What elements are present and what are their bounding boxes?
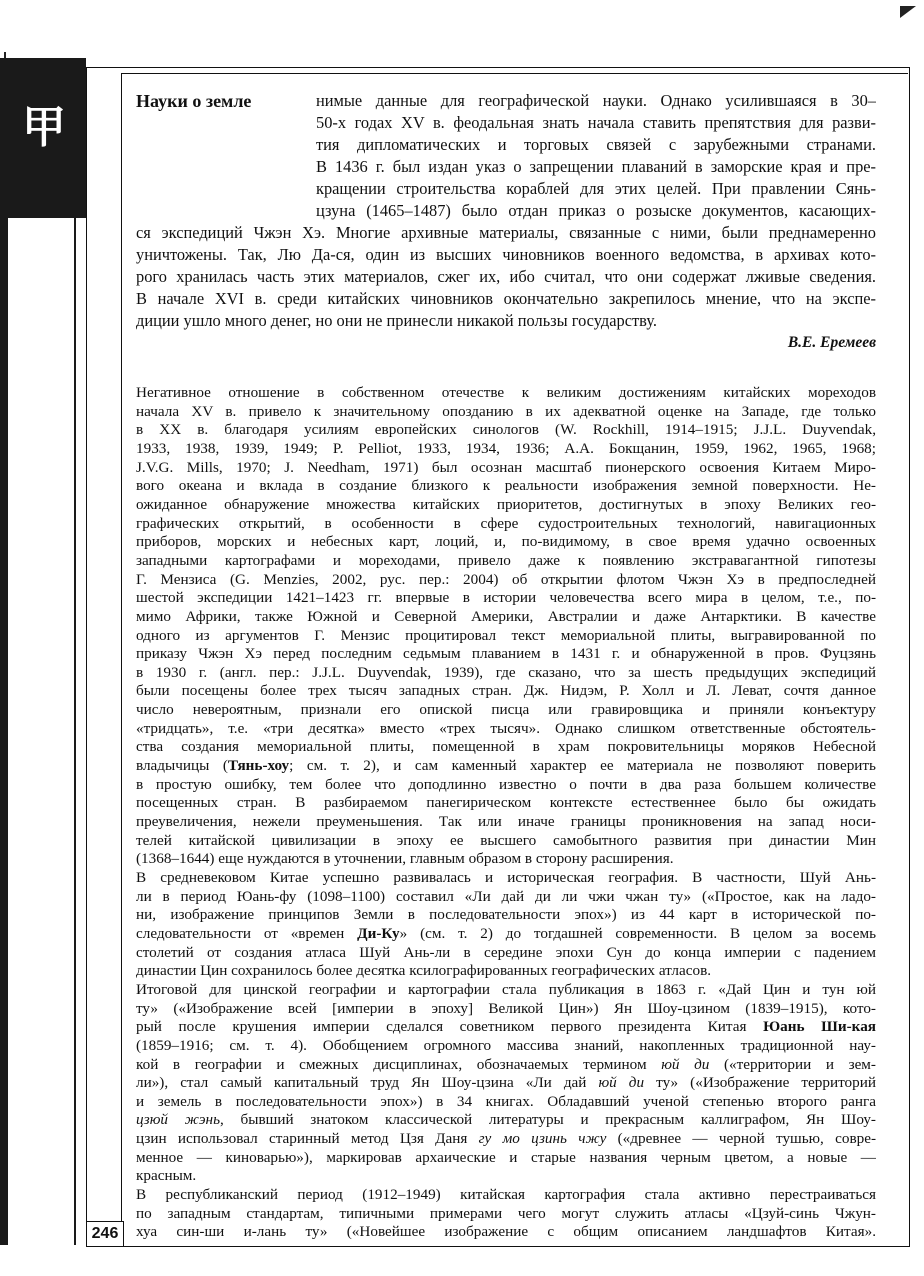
body-line: ту» («Изображение всей [империи в эпоху] Великой Цин») Ян Шоу-цзином (1839–1915), кото- — [136, 999, 876, 1017]
body-line: телей китайской цивилизации в эпоху ее высшего самобытного развития при династии Мин — [136, 831, 876, 849]
body-line: хуа син-ши и-лань ту» («Новейшее изображение с общим описанием ландшафтов Китая». — [136, 1223, 876, 1241]
body-line: ли в период Юань-фу (1098–1100) составил «Ли дай ди ли чжи чжан ту» («Простое, как на ладо- — [136, 887, 876, 905]
body-line: В средневековом Китае успешно развивалась и историческая география. В частности, Шуй Ань- — [136, 869, 876, 886]
chapter-tab-glyph: 甲 — [22, 102, 66, 153]
body-line: в XX в. благодаря усилиям европейских синологов (W. Rockhill, 1914–1915; J.J.L. Duyvendak, — [136, 421, 876, 439]
sidebar-divider — [74, 218, 76, 1245]
body-line: западными картографами и мореходами, привело даже к появлению экстравагантной гипотезы — [136, 551, 876, 569]
intro-line: диции ушло много денег, но они не принесли никакой пользы государству. — [136, 311, 657, 330]
section-title: Науки о земле — [136, 91, 252, 111]
body-line: вого океана и вклада в создание близкого к реальности изображения земной поверхности. Не- — [136, 477, 876, 495]
body-line: (1368–1644) еще нуждаются в уточнении, главным образом в сторону расширения. — [136, 850, 674, 868]
body-line: по западным стандартам, типичными примерами чего могут служить атласы «Цзуй-синь Чжун- — [136, 1204, 876, 1222]
page-number-box — [86, 1221, 124, 1247]
body-line: следовательности от «времен Ди-Ку» (см. т. 2) до тогдашней современности. В целом за восемь — [136, 924, 876, 942]
sidebar-strip — [0, 218, 94, 1245]
body-line: шестой экспедиции 1421–1423 гг. впервые в истории человечества всего мира в целом, т.е., по- — [136, 589, 876, 607]
intro-line: цзуна (1465–1487) было отдан приказ о розыске документов, касающих- — [316, 201, 876, 220]
intro-line: тия дипломатических и торговых связей с зарубежными странами. — [316, 135, 876, 154]
body-line: были посещены более трех тысяч западных стран. Дж. Нидэм, Р. Холл и Л. Леват, сочтя данное — [136, 682, 876, 700]
body-line: одного из аргументов Г. Мензис процитировал текст мемориальной плиты, выгравированной по — [136, 626, 876, 644]
body-line: «тридцать», т.е. «три десятка» вместо «трех тысяч». Однако слишком ответственные обстоятель- — [136, 719, 876, 737]
body-line: Итоговой для цинской географии и картографии стала публикация в 1863 г. «Дай Цин и тун юй — [136, 980, 876, 998]
body-line: цзин использовал старинный метод Цзя Даня гу мо цзинь чжу («древнее — черной тушью, совре- — [136, 1130, 876, 1148]
intro-line: В 1436 г. был издан указ о запрещении плаваний в заморские края и пре- — [316, 157, 876, 176]
body-line: Г. Мензиса (G. Menzies, 2002, рус. пер.: 2004) об открытии флотом Чжэн Хэ в предпоследней — [136, 570, 876, 588]
body-line: посещенных стран. В разбираемом панегирическом контексте естественнее было бы ожидать — [136, 794, 876, 812]
intro-line: уничтожены. Так, Лю Да-ся, один из высших чиновников военного ведомства, в архивах кото- — [136, 245, 876, 264]
body-line: приборов, морских и небесных карт, лоций, и, по-видимому, в свое время удачно освоенных — [136, 533, 876, 551]
body-line: владычицы (Тянь-хоу; см. т. 2), и сам каменный характер ее материала не позволяют поверить — [136, 757, 876, 774]
body-line: рый после крушения империи сделался советником первого президента Китая Юань Ши-кая — [136, 1018, 876, 1036]
body-line: красным. — [136, 1167, 197, 1185]
body-line: менное — киноварью»), маркировав архаические и старые названия черным цветом, а новые — — [136, 1148, 876, 1166]
body-line: начала XV в. привело к значительному опозданию в их адекватной оценке на Западе, где только — [136, 402, 876, 420]
corner-arrow-right — [900, 6, 916, 18]
body-line: приказу Чжэн Хэ перед последним седьмым плаванием в 1431 г. и обнаруженной в пров. Фуцзянь — [136, 645, 876, 663]
body-line: и земель в последовательности эпох») в 34 книгах. Обладавший ученой степенью второго ранга — [136, 1092, 876, 1110]
body-line: в простую ошибку, тем более что доподлинно известно о почти в два раза большем количестве — [136, 775, 876, 793]
body-line: мимо Африки, также Южной и Северной Америки, Австралии и даже Антарктики. В качестве — [136, 607, 876, 625]
body-line: ства создания мемориальной плиты, помещенной в храм покровительницы моряков Небесной — [136, 738, 876, 756]
body-line: цзюй жэнь, бывший знатоком классической литературы и прекрасным каллиграфом, Ян Шоу- — [136, 1111, 876, 1129]
body-line: ли»), стал самый капитальный труд Ян Шоу-цзина «Ли дай юй ди ту» («Изображение территорий — [136, 1074, 876, 1092]
intro-line: ся экспедиций Чжэн Хэ. Многие архивные материалы, связанные с ними, были преднамеренно — [136, 223, 876, 242]
body-line: в 1930 г. (англ. пер.: J.J.L. Duyvendak, 1939), где сказано, что за шесть предыдущих экспедиций — [136, 663, 876, 681]
body-line: J.V.G. Mills, 1970; J. Needham, 1971) был осознан масштаб пионерского освоения Китаем Миро- — [136, 458, 876, 476]
page-number: 246 — [91, 1225, 119, 1242]
body-line: династии Цин сохранилось более десятка ксилографированных географических атласов. — [136, 962, 712, 980]
body-line: число невероятным, признали его опиской писца или гравировщика и приняли конъектуру — [136, 701, 876, 719]
intro-line: кращении строительства кораблей для этих целей. При правлении Сянь- — [316, 179, 876, 198]
intro-line: В начале XVI в. среди китайских чиновников окончательно закрепилось мнение, что на экспе- — [136, 289, 876, 308]
body-line: столетий от создания атласа Шуй Ань-ли в середине эпохи Сун до конца империи с падением — [136, 943, 876, 961]
intro-line: 50-х годах XV в. феодальная знать начала ставить препятствия для разви- — [316, 113, 876, 132]
chapter-tab — [0, 58, 86, 218]
body-line: В республиканский период (1912–1949) китайская картография стала активно перестраиваться — [136, 1186, 876, 1203]
body-line: Негативное отношение в собственном отечестве к великим достижениям китайских мореходов — [136, 384, 876, 401]
intro-line: нимые данные для географической науки. Однако усилившаяся в 30– — [316, 91, 876, 110]
body-line: (1859–1916; см. т. 4). Обобщением огромного массива знаний, накопленных традиционной нау- — [136, 1036, 876, 1054]
body-line: ожиданное обнаружение множества китайских приоритетов, достигнутых в эпоху Великих гео- — [136, 495, 876, 513]
body-line: ни, изображение принципов Земли в последовательности эпох») из 44 карт в исторической по- — [136, 906, 876, 924]
author-signature: В.Е. Еремеев — [787, 334, 876, 351]
body-line: преувеличения, нежели преуменьшения. Так или иначе границы проникновения на запад носи- — [136, 813, 876, 830]
body-line: кой в географии и смежных дисциплинах, обозначаемых термином юй ди («территории и зем- — [136, 1055, 876, 1073]
body-line: 1933, 1938, 1939, 1949; P. Pelliot, 1933, 1934, 1936; А.А. Бокщанин, 1959, 1962, 1965, 1968; — [136, 440, 876, 457]
intro-line: рого хранилась часть этих материалов, сжег их, ибо считал, что они содержат лживые сведения. — [136, 267, 876, 286]
body-line: графических открытий, в особенности в сфере судостроительных технологий, навигационных — [136, 514, 876, 532]
